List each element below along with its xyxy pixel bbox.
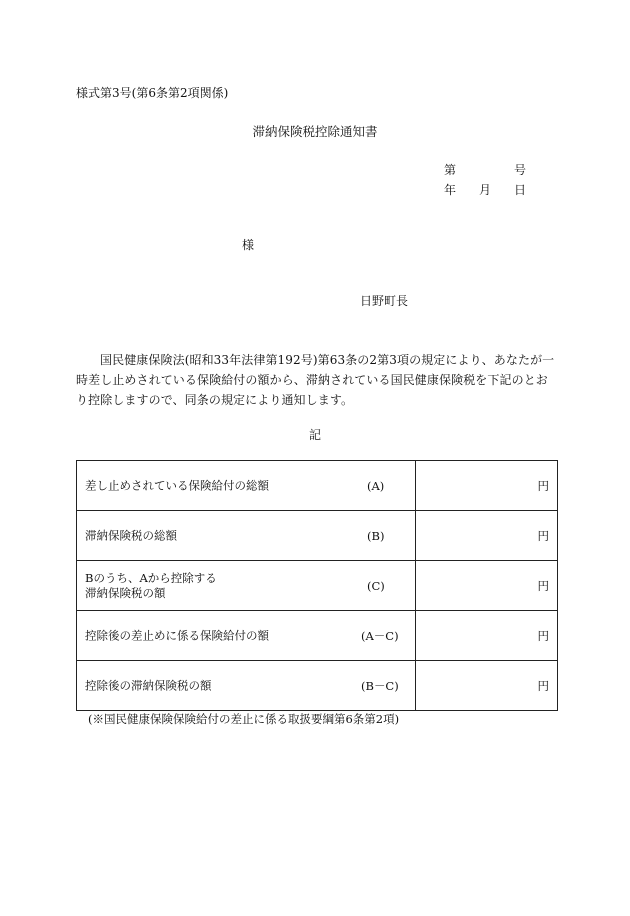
- row-label: 控除後の差止めに係る保険給付の額: [85, 628, 269, 642]
- row-label-cell: [77, 511, 416, 561]
- footnote: (※国民健康保険保険給付の差止に係る取扱要綱第6条第2項): [88, 712, 400, 726]
- table-row: [77, 561, 558, 611]
- amount-table: [76, 460, 558, 711]
- amount-cell: 円: [416, 611, 558, 661]
- ki-heading: 記: [308, 428, 321, 442]
- row-label-cell: [77, 611, 416, 661]
- issuer-name: 日野町長: [360, 294, 409, 308]
- body-paragraph: 国民健康保険法(昭和33年法律第192号)第63条の2第3項の規定により、あなたが一時差し止めされている保険給付の額から、滞納されている国民健康保険税を下記のとおり控除しますので、同条の規定により通知します。: [76, 353, 555, 407]
- table-row: [77, 661, 558, 711]
- date-month-label: 月: [479, 183, 492, 197]
- amount-cell: 円: [416, 661, 558, 711]
- amount-cell: 円: [416, 561, 558, 611]
- document-title: 滞納保険税控除通知書: [252, 124, 378, 139]
- row-label-cell: [77, 561, 416, 611]
- date-year-label: 年: [444, 183, 457, 197]
- row-label-line2: 滞納保険税の額: [85, 585, 166, 600]
- amount-cell: 円: [416, 461, 558, 511]
- amount-cell: 円: [416, 511, 558, 561]
- row-label: 滞納保険税の総額: [85, 528, 177, 542]
- table-row: [77, 461, 558, 511]
- row-code: (A－C): [361, 628, 399, 643]
- form-number: 様式第3号(第6条第2項関係): [76, 86, 229, 100]
- table-row: [77, 511, 558, 561]
- row-code: (B): [367, 528, 385, 543]
- document-number-suffix: 号: [514, 163, 527, 177]
- row-label-cell: [77, 661, 416, 711]
- row-code: (C): [367, 578, 385, 593]
- row-label: 控除後の滞納保険税の額: [85, 678, 212, 692]
- date-day-label: 日: [514, 183, 527, 197]
- row-code: (A): [367, 478, 385, 493]
- row-label: 差し止めされている保険給付の総額: [85, 478, 269, 492]
- table-row: [77, 611, 558, 661]
- document-number-prefix: 第: [444, 163, 457, 177]
- row-label: [85, 571, 217, 601]
- row-label-line1: Bのうち、Aから控除する: [85, 570, 217, 585]
- addressee-honorific: 様: [242, 238, 255, 252]
- row-label-cell: [77, 461, 416, 511]
- row-code: (B－C): [361, 678, 399, 693]
